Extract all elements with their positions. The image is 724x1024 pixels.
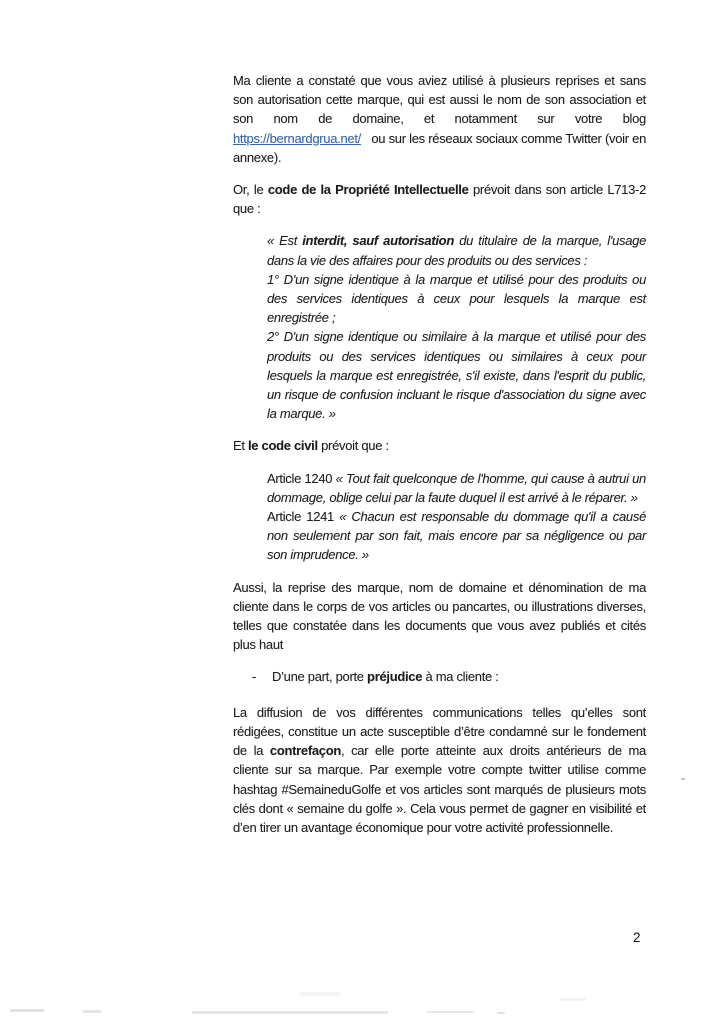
article-1241-label: Article 1241: [267, 509, 340, 525]
scan-artifact-bottom-1: [10, 1009, 44, 1012]
scan-artifact-bottom-3: [192, 1011, 388, 1014]
intro-text-after: ou sur les réseaux sociaux comme Twitter (voir en annexe).: [233, 130, 646, 165]
prejudice-bullet-item: [233, 667, 646, 686]
article-1241: [267, 507, 646, 565]
civil-code-lead-paragraph: [233, 436, 646, 455]
contrefacon-bold: contrefaçon: [269, 743, 342, 759]
ip-quote-rest: du titulaire de la marque, l'usage dans la vie des affaires pour des produits ou des services :: [267, 233, 646, 268]
contrefacon-detail-paragraph: [233, 703, 646, 837]
civil-code-quote-block: [267, 469, 646, 565]
intro-paragraph: [233, 71, 646, 167]
ip-quote-intro: [267, 231, 646, 269]
ip-quote-item-1: 1° D'un signe identique à la marque et utilisé pour des produits ou des services identiques à ceux pour lesquels la marque est enregistrée ;: [267, 271, 646, 326]
detail-text-1: La diffusion de vos différentes communications telles qu’elles sont rédigées, constitue un acte susceptible d’être condamné sur le fondement de la: [233, 704, 646, 759]
civil-lead-text-2: prévoit que :: [317, 438, 389, 454]
civil-code-title-bold: le code civil: [248, 438, 318, 454]
scan-artifact-bottom-5: [497, 1012, 505, 1014]
bullet-dash: -: [252, 669, 257, 685]
scan-artifact-bottom-4: [427, 1011, 474, 1013]
letter-body: [233, 71, 646, 850]
conclusion-paragraph: Aussi, la reprise des marque, nom de domaine et dénomination de ma cliente dans le corps de vos articles ou pancartes, ou illustrations diverses, telles que constatée dans les documents que vous avez publiés et cités plus haut: [233, 579, 646, 653]
prejudice-bold: préjudice: [367, 669, 423, 685]
bullet-text: [272, 669, 499, 684]
ip-code-quote-block: [267, 231, 646, 423]
intro-text-before: Ma cliente a constaté que vous aviez utilisé à plusieurs reprises et sans son autorisation cette marque, qui est aussi le nom de son association et son nom de domaine, et notamment sur votre blog: [233, 73, 646, 127]
scan-artifact-dot: [681, 778, 685, 780]
ip-lead-text-1: Or, le: [233, 182, 268, 198]
article-1241-quote: « Chacun est responsable du dommage qu'il a causé non seulement par son fait, mais encore par sa négligence ou par son imprudence. »: [267, 509, 646, 563]
bullet-text-1: D’une part, porte: [272, 669, 368, 685]
scan-artifact-smudge-2: [560, 998, 586, 1001]
ip-code-title-bold: code de la Propriété Intellectuelle: [267, 182, 469, 198]
ip-lead-text-2: prévoit dans son article L713-2 que :: [233, 182, 646, 217]
page-number: 2: [633, 930, 641, 945]
article-1240: [267, 469, 646, 507]
ip-quote-item-2: 2° D'un signe identique ou similaire à la marque et utilisé pour des produits ou des services identiques ou similaires à ceux pour lesquels la marque est enregistrée, s'il existe, dans l'esprit du public, un risque de confusion incluant le risque d'association du signe avec la marque. »: [267, 329, 646, 422]
civil-lead-text-1: Et: [233, 438, 248, 454]
scan-artifact-smudge-1: [300, 992, 340, 996]
bernardgrua-blog-link[interactable]: https://bernardgrua.net/: [233, 130, 361, 146]
ip-quote-bold: interdit, sauf autorisation: [302, 233, 454, 249]
article-1240-quote: « Tout fait quelconque de l'homme, qui cause à autrui un dommage, oblige celui par la faute duquel il est arrivé à le réparer. »: [267, 470, 646, 505]
bullet-text-2: à ma cliente :: [422, 669, 499, 685]
ip-quote-open: « Est: [267, 233, 303, 249]
scan-artifact-bottom-2: [83, 1010, 101, 1013]
article-1240-label: Article 1240: [267, 470, 336, 486]
detail-text-2: , car elle porte atteinte aux droits antérieurs de ma cliente sur sa marque. Par exemple votre compte twitter utilise comme hashtag #SemaineduGolfe et vos articles sont marqués de plusieurs mots clés dont « semaine du golfe ». Cela vous permet de gagner en visibilité et d’en tirer un avantage économique pour votre activité professionnelle.: [233, 743, 646, 835]
ip-code-lead-paragraph: [233, 180, 646, 218]
